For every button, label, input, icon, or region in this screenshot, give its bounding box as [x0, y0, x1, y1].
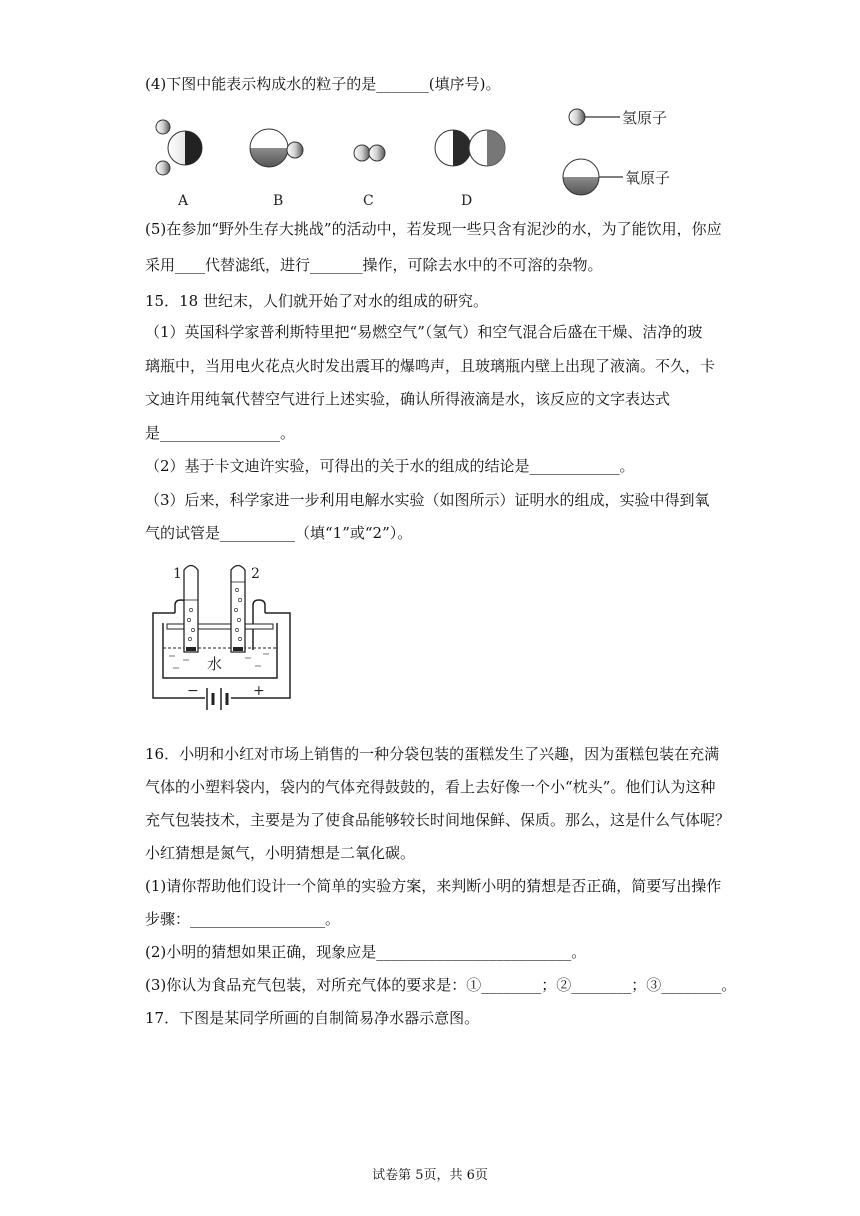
q15-title: 15．18 世纪末，人们就开始了对水的组成的研究。: [145, 292, 488, 310]
q15-part1-line2: 璃瓶中，当用电火花点火时发出震耳的爆鸣声，且玻璃瓶内壁上出现了液滴。不久，卡: [145, 357, 716, 375]
option-d-label: D: [461, 193, 473, 209]
oxygen-atom-label: 氧原子: [625, 169, 671, 187]
q17-title: 17．下图是某同学所画的自制简易净水器示意图。: [145, 1009, 480, 1027]
q16-part1-line1: (1)请你帮助他们设计一个简单的实验方案，来判断小明的猜想是否正确，简要写出操作: [145, 877, 722, 895]
molecule-d-icon: [435, 130, 505, 166]
q15-part2-text: （2）基于卡文迪许实验，可得出的关于水的组成的结论是____________。: [145, 457, 635, 475]
oxygen-atom-legend-icon: [563, 159, 623, 195]
hydrogen-atom-label: 氢原子: [622, 109, 668, 127]
q16-part3-text: (3)你认为食品充气包装，对所充气体的要求是：①________；②________；③________。: [145, 976, 737, 994]
q14-part5-text-cont: 采用____代替滤纸，进行_______操作，可除去水中的不可溶的杂物。: [145, 256, 603, 274]
q16-line3: 充气包装技术，主要是为了使食品能够较长时间地保鲜、保质。那么，这是什么气体呢？: [145, 811, 731, 829]
page-footer: 试卷第 5页，共 6页: [372, 1168, 488, 1183]
tube-1-label: 1: [173, 566, 182, 582]
q16-part2-text: (2)小明的猜想如果正确，现象应是__________________________。: [145, 943, 587, 961]
molecule-options-figure: [145, 109, 685, 217]
electrolysis-apparatus-figure: [145, 560, 295, 725]
q14-part5-text: (5)在参加“野外生存大挑战”的活动中，若发现一些只含有泥沙的水，为了能饮用，你应: [145, 220, 722, 238]
q15-part3-line1: （3）后来，科学家进一步利用电解水实验（如图所示）证明水的组成，实验中得到氧: [145, 491, 710, 509]
q14-part4-text: (4)下图中能表示构成水的粒子的是_______(填序号)。: [145, 75, 501, 93]
water-label: 水: [207, 655, 223, 673]
q16-line4: 小红猜想是氮气，小明猜想是二氧化碳。: [145, 844, 416, 862]
positive-terminal-label: +: [253, 683, 265, 699]
q15-part1-line4: 是________________。: [145, 424, 296, 442]
q16-line1: 16．小明和小红对市场上销售的一种分袋包装的蛋糕发生了兴趣，因为蛋糕包装在充满: [145, 745, 720, 763]
molecule-b-icon: [250, 129, 303, 167]
q16-line2: 气体的小塑料袋内，袋内的气体充得鼓鼓的，看上去好像一个小“枕头”。他们认为这种: [145, 778, 716, 796]
q15-part3-line2: 气的试管是__________（填“1”或“2”）。: [145, 524, 413, 542]
option-a-label: A: [178, 193, 189, 209]
q15-part1-line1: （1）英国科学家普利斯特里把“易燃空气”（氢气）和空气混合后盛在干燥、洁净的玻: [145, 323, 703, 341]
molecule-c-icon: [354, 145, 385, 161]
option-b-label: B: [273, 193, 284, 209]
q15-part1-line3: 文迪许用纯氧代替空气进行上述实验，确认所得液滴是水，该反应的文字表达式: [145, 390, 671, 408]
negative-terminal-label: −: [187, 683, 199, 699]
option-c-label: C: [363, 193, 374, 209]
hydrogen-atom-legend-icon: [569, 109, 620, 125]
tube-2-label: 2: [251, 566, 260, 582]
q16-part1-line2: 步骤：__________________。: [145, 910, 341, 928]
molecule-a-icon: [156, 120, 202, 175]
